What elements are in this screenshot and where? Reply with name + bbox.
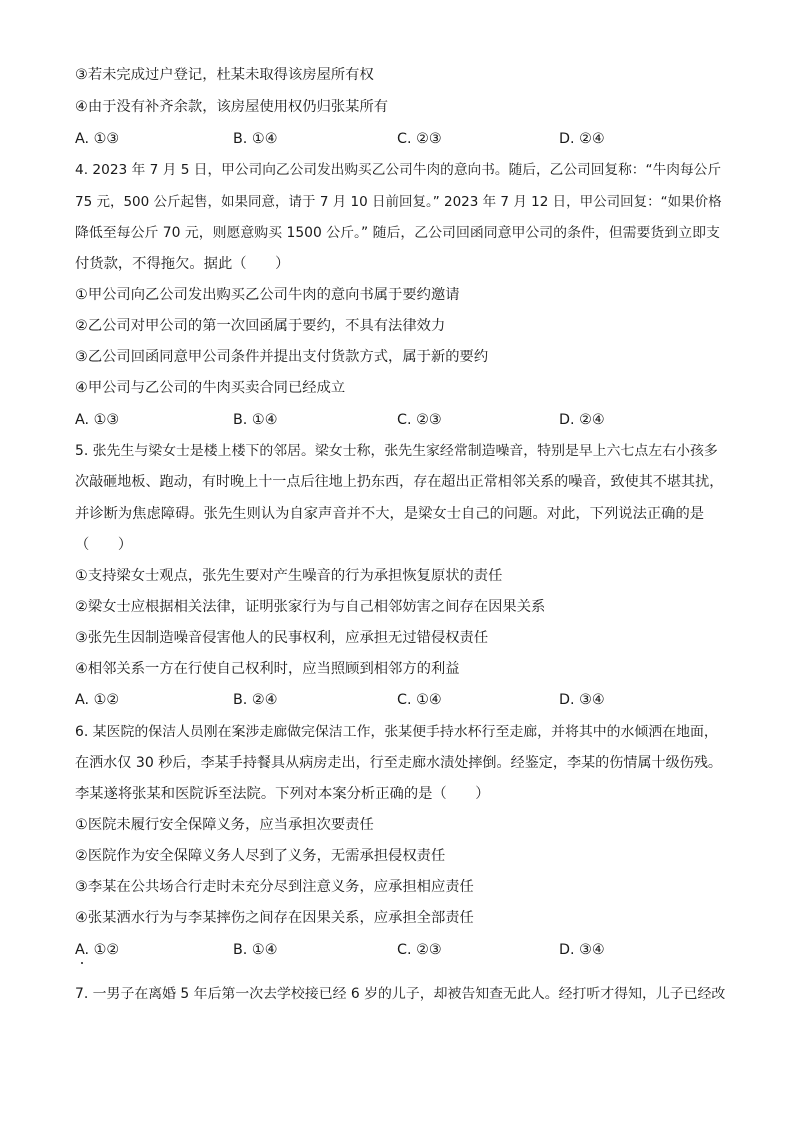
choice-statement: ①甲公司向乙公司发出购买乙公司牛肉的意向书属于要约邀请: [75, 287, 460, 303]
option-a: A. ①②: [75, 692, 120, 708]
choice-statement: ④张某洒水行为与李某摔伤之间存在因果关系，应承担全部责任: [75, 910, 474, 926]
option-b: B. ②④: [233, 692, 278, 708]
choice-statement: ③张先生因制造噪音侵害他人的民事权利，应承担无过错侵权责任: [75, 630, 489, 646]
option-b: B. ①④: [233, 412, 278, 428]
option-a: A. ①③: [75, 131, 120, 147]
option-b: B. ①④: [233, 131, 278, 147]
option-c: C. ②③: [397, 942, 442, 958]
choice-statement: ②医院作为安全保障义务人尽到了义务，无需承担侵权责任: [75, 848, 446, 864]
question-5-stem: （ ）: [75, 537, 133, 553]
question-6-stem: 在洒水仅 30 秒后，李某手持餐具从病房走出，行至走廊水渍处摔倒。经鉴定，李某的伤情属十级伤残。: [75, 755, 723, 771]
choice-statement: ④甲公司与乙公司的牛肉买卖合同已经成立: [75, 380, 346, 396]
choice-statement: ③乙公司回函同意甲公司条件并提出支付货款方式，属于新的要约: [75, 349, 489, 365]
question-4-stem: 4. 2023 年 7 月 5 日，甲公司向乙公司发出购买乙公司牛肉的意向书。随后，乙公司回复称：“牛肉每公斤: [75, 162, 722, 178]
option-a: A. ①③: [75, 412, 120, 428]
question-5-stem: 5. 张先生与梁女士是楼上楼下的邻居。梁女士称，张先生家经常制造噪音，特别是早上六七点左右小孩多: [75, 443, 718, 459]
question-4-stem: 75 元，500 公斤起售，如果同意，请于 7 月 10 日前回复。” 2023 年 7 月 12 日，甲公司回复：“如果价格: [75, 194, 722, 210]
choice-statement: ②乙公司对甲公司的第一次回函属于要约，不具有法律效力: [75, 318, 446, 334]
question-7-stem: 7. 一男子在离婚 5 年后第一次去学校接已经 6 岁的儿子，却被告知查无此人。经打听才得知，儿子已经改: [75, 986, 726, 1002]
option-d: D. ③④: [559, 942, 605, 958]
option-d: D. ②④: [559, 131, 605, 147]
question-5-stem: 次敲砸地板、跑动，有时晚上十一点后往地上扔东西，存在超出正常相邻关系的噪音，致使其不堪其扰，: [75, 474, 724, 490]
option-d: D. ②④: [559, 412, 605, 428]
choice-statement: ③李某在公共场合行走时未充分尽到注意义务，应承担相应责任: [75, 879, 474, 895]
question-6-stem: 6. 某医院的保洁人员刚在案涉走廊做完保洁工作，张某便手持水杯行至走廊，并将其中的水倾洒在地面，: [75, 724, 718, 740]
option-d: D. ③④: [559, 692, 605, 708]
option-c: C. ②③: [397, 412, 442, 428]
question-5-stem: 并诊断为焦虑障碍。张先生则认为自家声音并不大，是梁女士自己的问题。对此，下列说法正确的是: [75, 506, 705, 522]
question-4-stem: 降低至每公斤 70 元，则愿意购买 1500 公斤。” 随后，乙公司回函同意甲公司的条件，但需要货到立即支: [75, 225, 720, 241]
option-b: B. ①④: [233, 942, 278, 958]
choice-statement: ④由于没有补齐余款，该房屋使用权仍归张某所有: [75, 99, 389, 115]
question-4-stem: 付货款，不得拖欠。据此（ ）: [75, 256, 290, 272]
choice-statement: ③若未完成过户登记，杜某未取得该房屋所有权: [75, 67, 374, 83]
question-6-stem: 李某遂将张某和医院诉至法院。下列对本案分析正确的是（ ）: [75, 786, 490, 802]
choice-statement: ④相邻关系一方在行使自己权利时，应当照顾到相邻方的利益: [75, 661, 460, 677]
choice-statement: ②梁女士应根据相关法律，证明张家行为与自己相邻妨害之间存在因果关系: [75, 599, 546, 615]
choice-statement: ①支持梁女士观点，张先生要对产生噪音的行为承担恢复原状的责任: [75, 568, 503, 584]
option-c: C. ①④: [397, 692, 442, 708]
option-a: A. ①②: [75, 942, 120, 958]
choice-statement: ①医院未履行安全保障义务，应当承担次要责任: [75, 817, 374, 833]
stray-dot: [81, 962, 83, 964]
option-c: C. ②③: [397, 131, 442, 147]
